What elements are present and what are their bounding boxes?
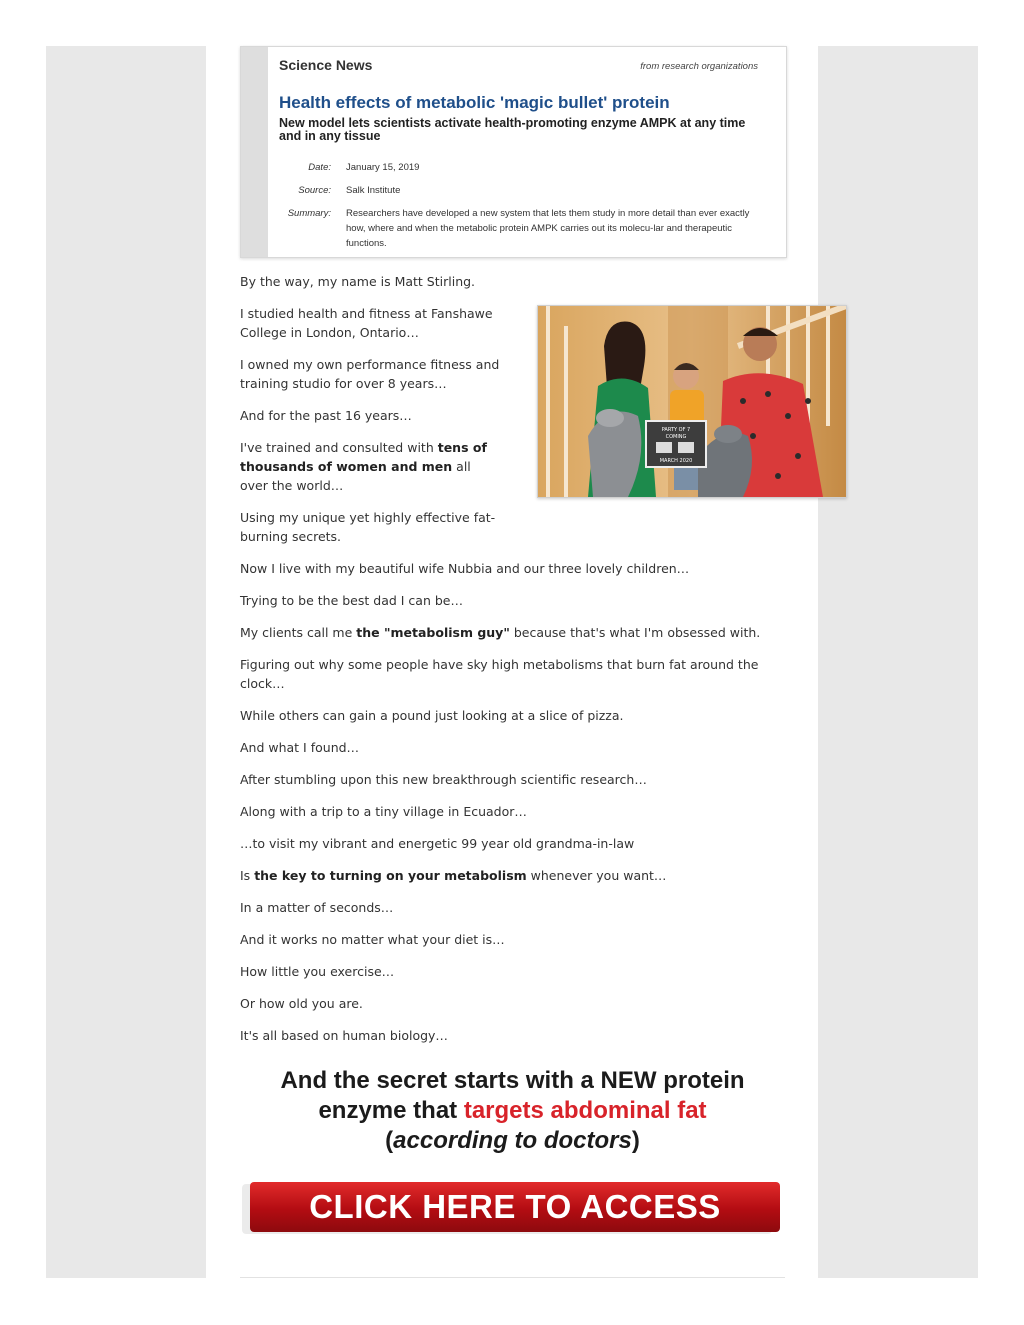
click-here-to-access-button[interactable] xyxy=(250,1182,780,1232)
source-label: Source: xyxy=(298,185,331,196)
summary-value: Researchers have developed a new system that lets them study in more detail than ever exactly how, where and when the metabolic protein AMPK carries out its molecu-lar and therapeutic functions. xyxy=(346,208,750,249)
summary-label: Summary: xyxy=(287,208,331,219)
bottom-divider xyxy=(240,1277,785,1278)
paragraph-pizza: While others can gain a pound just looking at a slice of pizza. xyxy=(240,708,624,723)
paragraph-name: By the way, my name is Matt Stirling. xyxy=(240,274,476,289)
paragraph-years: And for the past 16 years… xyxy=(240,408,412,423)
sign-line-2: COMING xyxy=(665,434,687,440)
sign-line-3: MARCH 2020 xyxy=(659,458,693,464)
date-label: Date: xyxy=(308,162,331,173)
science-news-card xyxy=(240,46,787,258)
cta-label: CLICK HERE TO ACCESS xyxy=(309,1188,721,1225)
paragraph-grandma: …to visit my vibrant and energetic 99 year old grandma-in-law xyxy=(240,836,635,851)
paragraph-research: After stumbling upon this new breakthrough scientific research… xyxy=(240,772,647,787)
date-value: January 15, 2019 xyxy=(346,162,420,173)
headline: And the secret starts with a NEW protein enzyme that targets abdominal fat (according to doctors) xyxy=(280,1067,745,1154)
paragraph-key: Is the key to turning on your metabolism whenever you want… xyxy=(240,868,667,883)
paragraph-family: Now I live with my beautiful wife Nubbia and our three lovely children… xyxy=(240,561,690,576)
paragraph-diet: And it works no matter what your diet is… xyxy=(240,932,505,947)
paragraph-found: And what I found… xyxy=(240,740,360,755)
paragraph-ecuador: Along with a trip to a tiny village in Ecuador… xyxy=(240,804,527,819)
article-subtitle: New model lets scientists activate health-promoting enzyme AMPK at any time and in any tissue xyxy=(279,116,746,143)
paragraph-studio: I owned my own performance fitness and training studio for over 8 years… xyxy=(240,357,500,391)
family-photo xyxy=(537,305,847,498)
sign-line-1: PARTY OF 7 xyxy=(661,427,691,433)
paragraph-metabolism-guy: My clients call me the "metabolism guy" because that's what I'm obsessed with. xyxy=(240,625,761,640)
paragraph-seconds: In a matter of seconds… xyxy=(240,900,394,915)
card-side-bar xyxy=(241,47,268,257)
paragraph-dad: Trying to be the best dad I can be… xyxy=(240,593,463,608)
paragraph-secrets: Using my unique yet highly effective fat-burning secrets. xyxy=(240,510,496,544)
paragraph-exercise: How little you exercise… xyxy=(240,964,395,979)
article-title: Health effects of metabolic 'magic bullet' protein xyxy=(279,93,670,112)
paragraph-age: Or how old you are. xyxy=(240,996,363,1011)
paragraph-biology: It's all based on human biology… xyxy=(240,1028,448,1043)
source-value: Salk Institute xyxy=(346,185,401,196)
paragraph-figuring: Figuring out why some people have sky high metabolisms that burn fat around the clock… xyxy=(240,657,759,691)
paragraph-education: I studied health and fitness at Fanshawe College in London, Ontario… xyxy=(240,306,493,340)
paragraph-trained: I've trained and consulted with tens of thousands of women and men all over the world… xyxy=(240,440,487,493)
science-news-brand: Science News xyxy=(279,57,373,73)
science-news-from: from research organizations xyxy=(640,61,758,72)
